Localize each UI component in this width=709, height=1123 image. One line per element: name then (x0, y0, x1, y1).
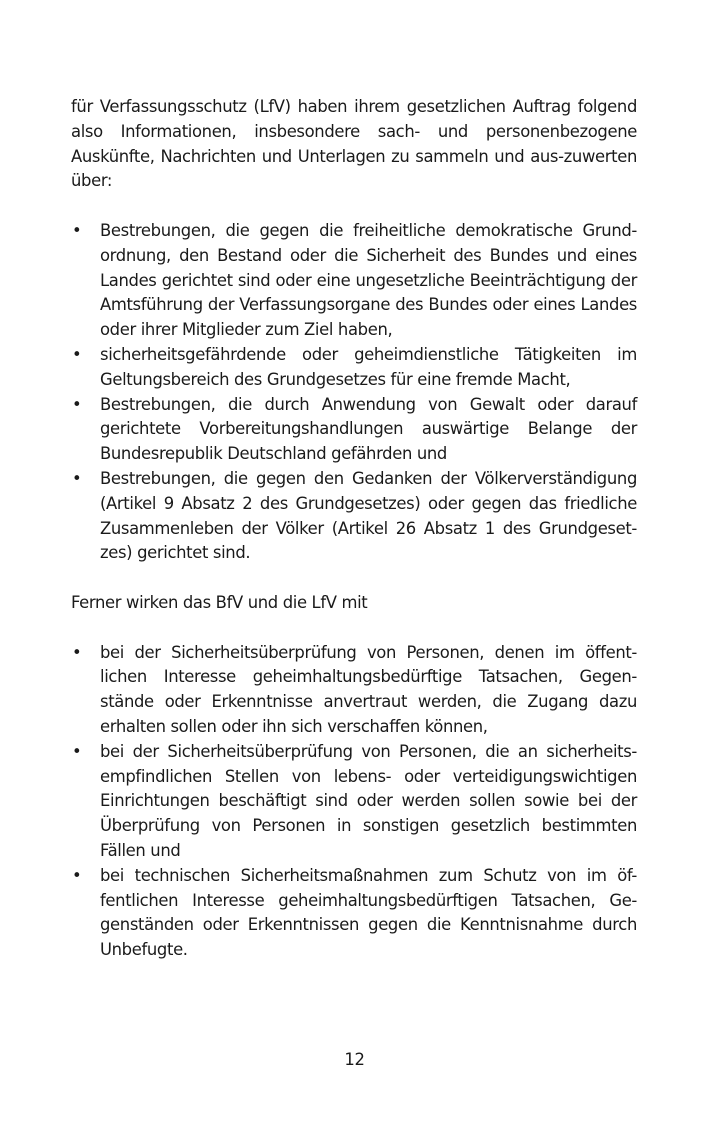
list-item (71, 393, 637, 467)
list-item (71, 864, 637, 963)
list-item-text: bei technischen Sicherheitsmaßnahmen zum Schutz von im öf-fentlichen Interesse geheimhaltungsbedürftigen Tatsachen, Ge-genständen oder Erkenntnissen gegen die Kenntnisnahme durch Unbefugte. (100, 865, 637, 960)
list-item-text: Bestrebungen, die gegen die freiheitliche demokratische Grund-ordnung, den Bestand oder die Sicherheit des Bundes und eines Landes gerichtet sind oder eine ungesetzliche Beeinträchtigung der Amtsführung der Verfassungsorgane des Bundes oder eines Landes oder ihrer Mitglieder zum Ziel haben, (100, 220, 637, 340)
bullet-icon: • (72, 741, 82, 761)
list-item-text: bei der Sicherheitsüberprüfung von Personen, denen im öffent-lichen Interesse geheimhaltungsbedürftige Tatsachen, Gegen-stände oder Erkenntnisse anvertraut werden, die Zugang dazu erhalten sollen oder ihn sich verschaffen können, (100, 642, 637, 736)
bullet-icon: • (72, 344, 82, 364)
bullet-list-tasks (71, 219, 637, 566)
list-item-text: Bestrebungen, die durch Anwendung von Gewalt oder darauf gerichtete Vorbereitungshandlungen auswärtige Belange der Bundesrepublik Deutschland gefährden und (100, 394, 637, 464)
list-item (71, 467, 637, 566)
spacer (71, 616, 637, 641)
spacer (71, 566, 637, 591)
list-item-text: bei der Sicherheitsüberprüfung von Personen, die an sicherheits-empfindlichen Stellen von lebens- oder verteidigungswichtigen Einrichtungen beschäftigt sind oder werden sollen sowie bei der Überprüfung von Personen in sonstigen gesetzlich bestimmten Fällen und (100, 741, 637, 860)
page-body (71, 95, 637, 963)
intro-paragraph: für Verfassungsschutz (LfV) haben ihrem gesetzlichen Auftrag folgend also Informationen, insbesondere sach- und personenbezogene Auskünfte, Nachrichten und Unterlagen zu sammeln und aus-zuwerten über: (71, 97, 637, 191)
list-item (71, 219, 637, 343)
list-item-text: sicherheitsgefährdende oder geheimdienstliche Tätigkeiten im Geltungsbereich des Grundgesetzes für eine fremde Macht, (100, 344, 637, 389)
list-item-text: Bestrebungen, die gegen den Gedanken der Völkerverständigung (Artikel 9 Absatz 2 des Grundgesetzes) oder gegen das friedliche Zusammenleben der Völker (Artikel 26 Absatz 1 des Grundgeset-zes) gerichtet sind. (100, 468, 637, 563)
page-number: 12 (344, 1050, 365, 1069)
bullet-list-cooperation (71, 641, 637, 963)
bullet-icon: • (72, 468, 82, 488)
list-item (71, 740, 637, 864)
bullet-icon: • (72, 394, 82, 414)
bullet-icon: • (72, 220, 82, 240)
spacer (71, 194, 637, 219)
list-item (71, 641, 637, 740)
middle-paragraph: Ferner wirken das BfV und die LfV mit (71, 592, 368, 612)
bullet-icon: • (72, 642, 82, 662)
list-item (71, 343, 637, 393)
bullet-icon: • (72, 865, 82, 885)
